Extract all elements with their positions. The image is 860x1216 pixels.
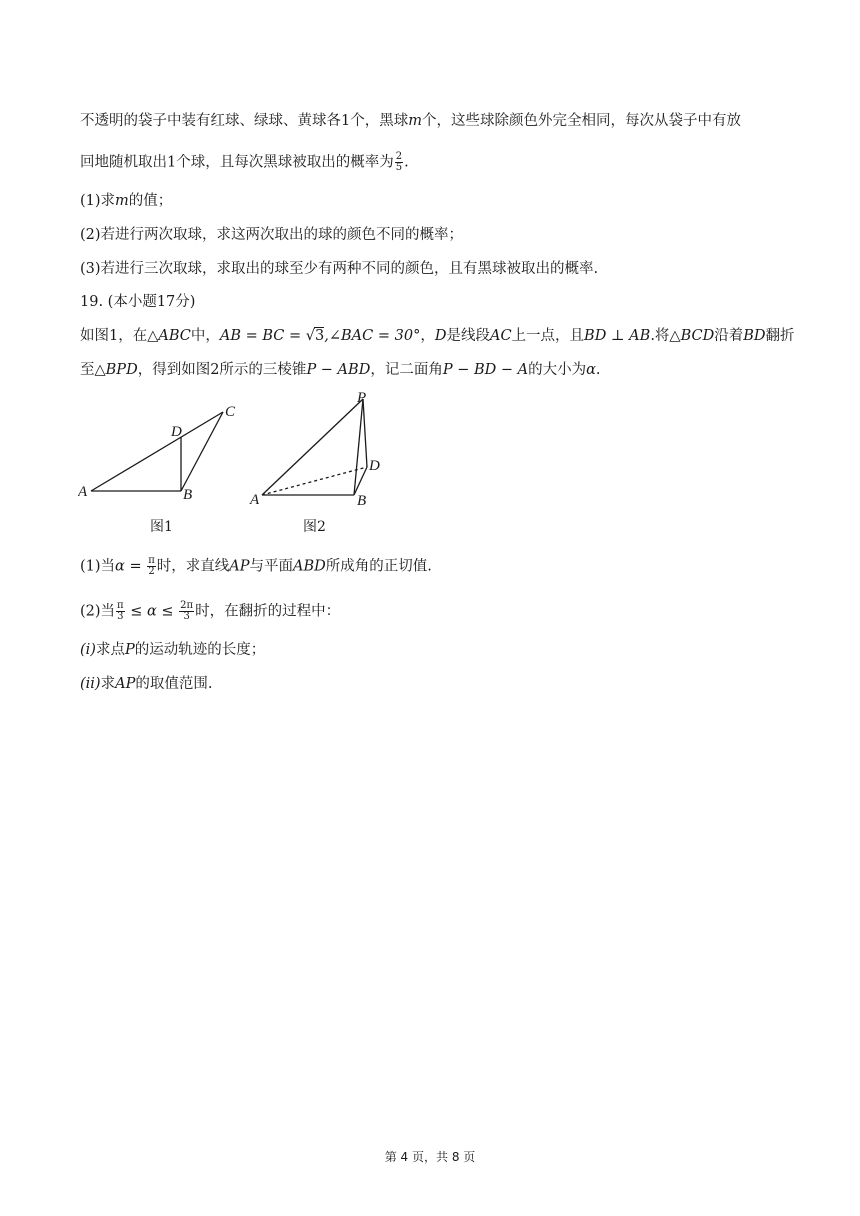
fig2-label-a: A — [250, 492, 260, 508]
var-m: m — [408, 113, 422, 129]
text: .将 — [650, 328, 670, 344]
sub-question-1 — [80, 556, 432, 577]
probability-fraction — [395, 152, 403, 173]
triangle-bpd: △BPD — [94, 362, 138, 378]
fraction-numerator: 2π — [180, 600, 194, 611]
q1-prefix: (1)求 — [80, 193, 116, 209]
figure-2-caption: 图2 — [303, 519, 326, 535]
text: 的大小为 — [528, 362, 587, 378]
text: (2)当 — [80, 603, 116, 620]
sqrt-radicand: 3 — [315, 328, 325, 344]
text: 的取值范围. — [135, 676, 213, 692]
text: . — [595, 362, 601, 378]
sub-question-2 — [80, 601, 340, 622]
fraction-denominator: 2 — [148, 566, 155, 577]
text: (1)当 — [80, 558, 116, 575]
text: 所成角的正切值. — [325, 558, 432, 575]
angle-bac: ,∠BAC = 30° — [324, 328, 421, 344]
text: 翻折 — [765, 328, 795, 344]
intro-line-2 — [80, 152, 409, 173]
problem-19-line-2 — [80, 360, 600, 380]
problem-19-line-1 — [80, 326, 795, 346]
text: 时，求直线 — [156, 558, 230, 575]
inequality-alpha: ≤ α ≤ — [125, 603, 179, 620]
line-ap: AP — [229, 558, 250, 575]
text: 是线段 — [446, 328, 490, 344]
text: 沿着 — [714, 328, 744, 344]
var-m: m — [115, 193, 129, 209]
sub-question-i — [80, 640, 265, 660]
text: 如图1，在 — [80, 328, 148, 344]
plane-abd: ABD — [293, 558, 326, 575]
fraction-2pi-3 — [179, 601, 194, 622]
fraction-pi-2 — [147, 556, 156, 577]
triangle-bcd: △BCD — [669, 328, 715, 344]
question-1 — [80, 191, 172, 211]
fraction-denominator: 3 — [117, 611, 124, 622]
figure-1-caption: 图1 — [150, 519, 173, 535]
intro-line-1 — [80, 111, 741, 131]
fig2-segment-pd — [363, 399, 367, 467]
text: 上一点，且 — [511, 328, 585, 344]
fig2-label-p: P — [357, 390, 367, 406]
intro-text: 不透明的袋子中装有红球、绿球、黄球各1个，黑球 — [80, 113, 409, 129]
fig1-label-c: C — [225, 404, 236, 420]
fig2-label-b: B — [357, 493, 367, 508]
alpha: α — [586, 362, 596, 378]
dihedral-angle: P − BD − A — [442, 362, 529, 378]
segment-ac: AC — [489, 328, 512, 344]
perpendicular-bd-ab: BD ⊥ AB — [584, 328, 651, 344]
fig2-segment-ad-hidden — [262, 467, 367, 495]
text: 至 — [80, 362, 95, 378]
text: 时，在翻折的过程中： — [195, 603, 341, 620]
fraction-pi-3 — [116, 601, 125, 622]
fraction-numerator: 2 — [395, 151, 403, 162]
fig1-label-b: B — [183, 487, 193, 503]
text: 与平面 — [249, 558, 294, 575]
page-footer: 第 4 页，共 8 页 — [384, 1150, 476, 1164]
fraction-denominator: 3 — [183, 611, 190, 622]
text: 中， — [190, 328, 220, 344]
pyramid-p-abd: P − ABD — [306, 362, 371, 378]
question-2: (2)若进行两次取球，求这两次取出的球的颜色不同的概率； — [80, 227, 464, 243]
label-i: (i) — [80, 642, 96, 658]
question-3: (3)若进行三次取球，求取出的球至少有两种不同的颜色，且有黑球被取出的概率. — [80, 261, 599, 277]
sub-question-ii — [80, 674, 212, 694]
segment-ap: AP — [115, 676, 136, 692]
fig2-segment-bp — [354, 399, 363, 495]
intro-text-rest: 个，这些球除颜色外完全相同，每次从袋子中有放 — [421, 113, 741, 129]
label-ii: (ii) — [80, 676, 101, 692]
fig1-label-a: A — [78, 484, 88, 500]
text: ，得到如图2所示的三棱锥 — [137, 362, 307, 378]
fig1-segment-ac — [91, 412, 223, 491]
point-d: D — [434, 328, 447, 344]
fig1-label-d: D — [171, 424, 182, 440]
intro-text-2: 回地随机取出1个球，且每次黑球被取出的概率为 — [80, 154, 394, 171]
period: . — [404, 154, 409, 171]
sqrt-symbol: √ — [305, 328, 316, 344]
text: ，记二面角 — [370, 362, 443, 378]
problem-19-header: 19. (本小题17分) — [80, 294, 196, 310]
text: ， — [420, 328, 435, 344]
fraction-numerator: π — [117, 600, 124, 611]
figure-2 — [245, 388, 395, 508]
fraction-numerator: π — [148, 555, 155, 566]
fig2-label-d: D — [369, 458, 380, 474]
fig2-segment-ap — [262, 399, 363, 495]
figure-1 — [78, 400, 248, 505]
equation-ab-bc: AB = BC = — [219, 328, 306, 344]
alpha: α — [115, 558, 125, 575]
q1-suffix: 的值； — [128, 193, 173, 209]
segment-bd: BD — [743, 328, 766, 344]
triangle-abc: △ABC — [147, 328, 191, 344]
text: 求点 — [95, 642, 125, 658]
fraction-denominator: 5 — [395, 162, 403, 173]
point-p: P — [124, 642, 135, 658]
equals: = — [124, 558, 147, 575]
text: 求 — [100, 676, 116, 692]
text: 的运动轨迹的长度； — [134, 642, 266, 658]
